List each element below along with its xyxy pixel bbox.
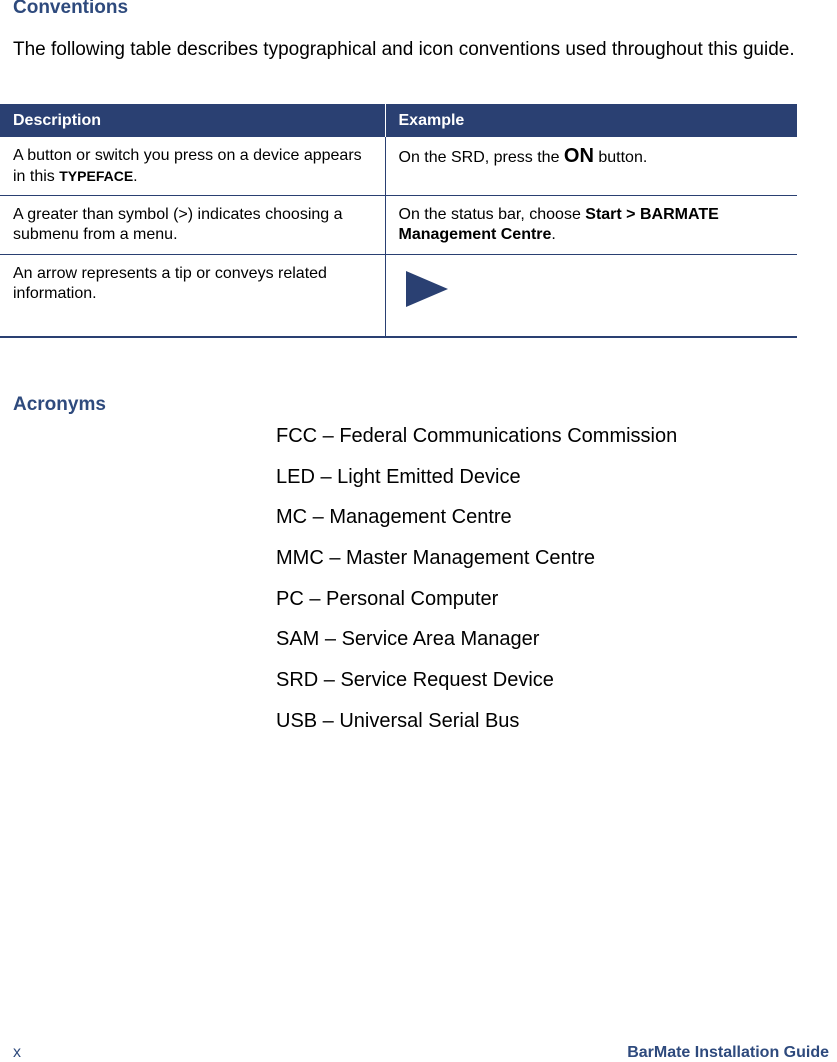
table-row <box>0 137 797 196</box>
conventions-heading: Conventions <box>13 0 129 18</box>
row-example <box>385 196 797 255</box>
column-header-example: Example <box>385 104 797 137</box>
list-item: MC – Management Centre <box>276 506 512 529</box>
example-text: On the status bar, choose <box>398 206 586 223</box>
typeface-sample: TYPEFACE <box>59 168 134 184</box>
row-description <box>0 137 385 196</box>
list-item: LED – Light Emitted Device <box>276 465 521 488</box>
list-item: USB – Universal Serial Bus <box>276 709 520 732</box>
list-item: FCC – Federal Communications Commission <box>276 425 678 447</box>
table-header-row <box>0 104 797 137</box>
menu-path: Start > BARMATE Management Centre <box>398 206 719 243</box>
desc-suffix: . <box>133 168 138 185</box>
page-number: x <box>13 1044 21 1061</box>
table-row <box>0 255 797 338</box>
list-item: MMC – Master Management Centre <box>276 547 596 570</box>
conventions-intro: The following table describes typographical and icon conventions used throughout this guide. <box>13 39 795 60</box>
example-text: On the SRD, press the <box>398 149 564 166</box>
row-example <box>385 255 797 338</box>
on-button-label: ON <box>563 145 594 167</box>
list-item: SAM – Service Area Manager <box>276 628 540 651</box>
list-item: PC – Personal Computer <box>276 587 499 610</box>
column-header-description: Description <box>0 104 385 137</box>
conventions-table <box>0 104 797 338</box>
desc-text: A button or switch you press on a device appears in this <box>13 147 362 185</box>
row-description: An arrow represents a tip or conveys related information. <box>0 255 385 338</box>
acronyms-heading: Acronyms <box>13 394 106 415</box>
row-description: A greater than symbol (>) indicates choosing a submenu from a menu. <box>0 196 385 255</box>
list-item: SRD – Service Request Device <box>276 669 554 692</box>
right-arrow-icon <box>406 271 448 307</box>
acronyms-list <box>276 422 677 748</box>
example-suffix: button. <box>593 149 648 166</box>
example-suffix: . <box>551 226 556 243</box>
guide-title: BarMate Installation Guide <box>627 1044 829 1061</box>
table-row <box>0 196 797 255</box>
row-example <box>385 137 797 196</box>
